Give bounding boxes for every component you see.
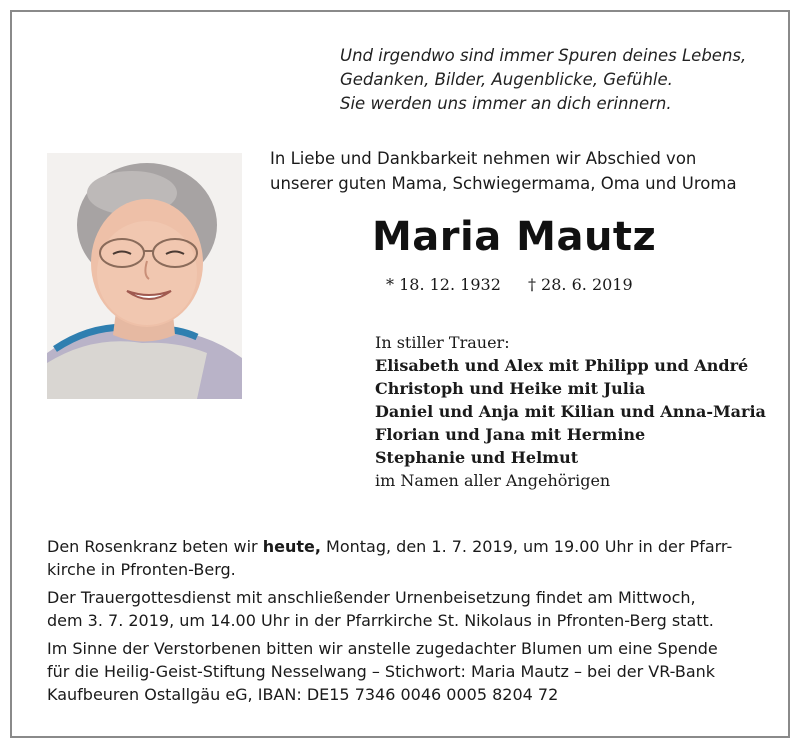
mourner-family: Stephanie und Helmut [375,448,579,467]
today-highlight: heute, [262,537,321,556]
donation-paragraph: Im Sinne der Verstorbenen bitten wir anstelle zugedachter Blumen um eine Spende für die Heilig-Geist-Stiftung Nesselwang – Stichwort: Maria Mautz – bei der VR-Bank Kaufbeuren Ostallgäu eG, IBAN: DE15 7346 0046 0005 8204 72 [47,639,718,704]
mourners-list [375,331,785,492]
death-date: † 28. 6. 2019 [527,275,633,294]
portrait-photo [47,153,242,399]
mourner-family: Christoph und Heike mit Julia [375,379,646,398]
mourner-family: Daniel und Anja mit Kilian und Anna-Maria [375,402,766,421]
mourning-closing: im Namen aller Angehörigen [375,471,611,490]
poem [340,44,780,116]
birth-date: * 18. 12. 1932 [386,275,501,294]
poem-line: Und irgendwo sind immer Spuren deines Lebens, [340,46,747,65]
life-dates [386,275,655,294]
deceased-name: Maria Mautz [372,214,657,260]
service-info [47,535,767,711]
mourner-family: Elisabeth und Alex mit Philipp und André [375,356,749,375]
portrait-illustration [47,153,242,399]
poem-line: Gedanken, Bilder, Augenblicke, Gefühle. [340,70,673,89]
mourning-heading: In stiller Trauer: [375,333,510,352]
intro-line: In Liebe und Dankbarkeit nehmen wir Abschied von [270,149,697,168]
intro-line: unserer guten Mama, Schwiegermama, Oma und Uroma [270,174,737,193]
rosary-paragraph: Den Rosenkranz beten wir heute, Montag, den 1. 7. 2019, um 19.00 Uhr in der Pfarr- kirche in Pfronten-Berg. [47,537,733,579]
mourner-family: Florian und Jana mit Hermine [375,425,646,444]
funeral-service-paragraph: Der Trauergottesdienst mit anschließender Urnenbeisetzung findet am Mittwoch, dem 3. 7. 2019, um 14.00 Uhr in der Pfarrkirche St. Nikolaus in Pfronten-Berg statt. [47,588,714,630]
intro-text [270,146,770,196]
poem-line: Sie werden uns immer an dich erinnern. [340,94,672,113]
